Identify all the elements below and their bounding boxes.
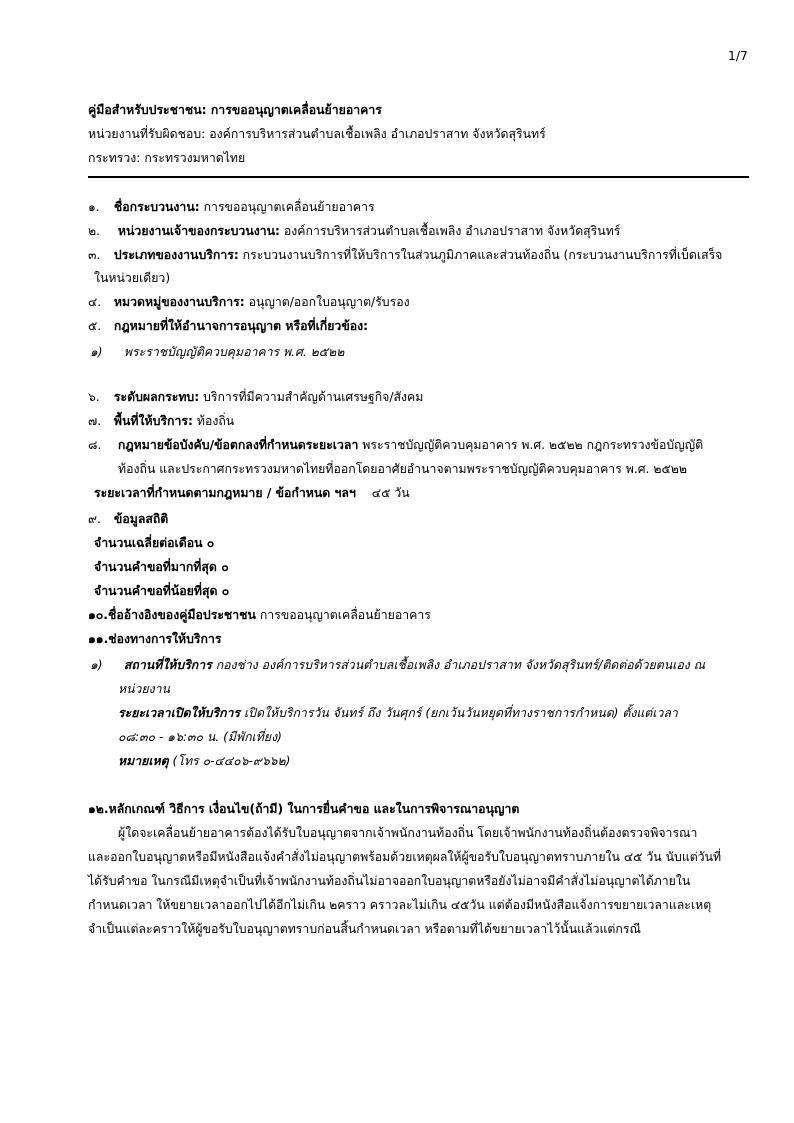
item-label: ระดับผลกระทบ: bbox=[113, 390, 200, 404]
item-value: บริการที่มีความสำคัญด้านเศรษฐกิจ/สังคม bbox=[203, 390, 424, 404]
stat-average: จำนวนเฉลี่ยต่อเดือน ๐ bbox=[94, 536, 215, 550]
item-10 bbox=[88, 605, 431, 625]
item-3-continuation: ในหน่วยเดียว) bbox=[94, 271, 171, 285]
criteria-line: ผู้ใดจะเคลื่อนย้ายอาคารต้องได้รับใบอนุญาตจากเจ้าพนักงานท้องถิ่น โดยเจ้าพนักงานท้องถิ่นต้องตรวจพิจารณา bbox=[118, 826, 698, 840]
service-hours bbox=[118, 703, 678, 723]
place-value: กองช่าง องค์การบริหารส่วนตำบลเชื้อเพลิง อำเภอปราสาท จังหวัดสุรินทร์/ติดต่อด้วยตนเอง ณ bbox=[215, 658, 706, 672]
sub-number: ๑) bbox=[90, 658, 103, 672]
ministry: กระทรวง: กระทรวงมหาดไทย bbox=[88, 151, 246, 165]
criteria-line: ได้รับคำขอ ในกรณีมีเหตุจำเป็นที่เจ้าพนักงานท้องถิ่นไม่อาจออกใบอนุญาตหรือยังไม่อาจมีคำสั่งไม่อนุญาตได้ภายใน bbox=[88, 874, 691, 888]
item-number: ๒. bbox=[88, 224, 101, 238]
item-label: ข้อมูลสถิติ bbox=[113, 512, 169, 526]
time-label: ระยะเวลาเปิดให้บริการ bbox=[118, 706, 241, 720]
item-3 bbox=[88, 245, 722, 265]
item-value: พระราชบัญญัติควบคุมอาคาร พ.ศ. ๒๕๒๒ กฎกระทรวงข้อบัญญัติ bbox=[362, 438, 704, 452]
item-label: หลักเกณฑ์ วิธีการ เงื่อนไข(ถ้ามี) ในการยื่นคำขอ และในการพิจารณาอนุญาต bbox=[108, 802, 520, 816]
item-number: ๖. bbox=[88, 390, 100, 404]
note-value: (โทร ๐-๔๔๐๖-๙๖๖๒) bbox=[172, 754, 291, 768]
period-label: ระยะเวลาที่กำหนดตามกฎหมาย / ข้อกำหนด ฯลฯ bbox=[94, 486, 356, 500]
item-5 bbox=[88, 316, 368, 336]
service-hours-continuation: ๐๘:๓๐ - ๑๖:๓๐ น. (มีพักเที่ยง) bbox=[118, 730, 282, 744]
item-number: ๑๐. bbox=[88, 608, 108, 622]
service-place-continuation: หน่วยงาน bbox=[118, 682, 170, 696]
item-number: ๗. bbox=[88, 414, 102, 428]
stat-min: จำนวนคำขอที่น้อยที่สุด ๐ bbox=[94, 584, 230, 598]
item-8-period bbox=[94, 483, 410, 503]
item-label: หน่วยงานเจ้าของกระบวนงาน: bbox=[117, 224, 280, 238]
note-label: หมายเหตุ bbox=[118, 754, 169, 768]
criteria-line: จำเป็นแต่ละคราวให้ผู้ขอรับใบอนุญาตทราบก่อนสิ้นกำหนดเวลา หรือตามที่ได้ขยายเวลาไว้นั้นแล้วแต่กรณี bbox=[88, 922, 641, 936]
item-9 bbox=[88, 509, 168, 529]
item-value: อนุญาต/ออกใบอนุญาต/รับรอง bbox=[248, 295, 410, 309]
item-number: ๓. bbox=[88, 248, 101, 262]
item-label: หมวดหมู่ของงานบริการ: bbox=[113, 295, 245, 309]
item-value: การขออนุญาตเคลื่อนย้ายอาคาร bbox=[259, 608, 431, 622]
item-4 bbox=[88, 292, 410, 312]
item-number: ๑๒. bbox=[88, 802, 109, 816]
sub-number: ๑) bbox=[90, 345, 103, 359]
item-label: ช่องทางการให้บริการ bbox=[108, 632, 222, 646]
service-place bbox=[88, 655, 705, 675]
item-number: ๑๑. bbox=[88, 632, 109, 646]
item-11 bbox=[88, 629, 221, 649]
item-6 bbox=[88, 387, 423, 407]
item-label: พื้นที่ให้บริการ: bbox=[113, 414, 193, 428]
document-title: คู่มือสำหรับประชาชน: การขออนุญาตเคลื่อนย้ายอาคาร bbox=[88, 103, 382, 117]
item-value: การขออนุญาตเคลื่อนย้ายอาคาร bbox=[203, 200, 375, 214]
item-value: กระบวนงานบริการที่ให้บริการในส่วนภูมิภาคและส่วนท้องถิ่น (กระบวนงานบริการที่เบ็ดเสร็จ bbox=[242, 248, 723, 262]
item-label: กฎหมายที่ให้อำนาจการอนุญาต หรือที่เกี่ยวข้อง: bbox=[113, 319, 369, 333]
period-value: ๔๕ วัน bbox=[371, 486, 410, 500]
item-label: ชื่ออ้างอิงของคู่มือประชาชน bbox=[107, 608, 256, 622]
item-label: ชื่อกระบวนงาน: bbox=[113, 200, 200, 214]
time-value: เปิดให้บริการวัน จันทร์ ถึง วันศุกร์ (ยกเว้นวันหยุดที่ทางราชการกำหนด) ตั้งแต่เวลา bbox=[243, 706, 678, 720]
item-2 bbox=[88, 221, 620, 241]
item-1 bbox=[88, 197, 375, 217]
item-5-law bbox=[88, 342, 344, 362]
item-label: ประเภทของงานบริการ: bbox=[113, 248, 239, 262]
page-number: 1/7 bbox=[728, 49, 748, 63]
item-label: กฎหมายข้อบังคับ/ข้อตกลงที่กำหนดระยะเวลา bbox=[117, 438, 359, 452]
item-number: ๙. bbox=[88, 512, 101, 526]
item-number: ๔. bbox=[88, 295, 102, 309]
item-8 bbox=[88, 435, 703, 455]
item-number: ๕. bbox=[88, 319, 102, 333]
criteria-line: และออกใบอนุญาตหรือมีหนังสือแจ้งคำสั่งไม่อนุญาตพร้อมด้วยเหตุผลให้ผู้ขอรับใบอนุญาตทราบภายใน ๔๕ วัน นับแต่วันที่ bbox=[88, 850, 722, 864]
law-name: พระราชบัญญัติควบคุมอาคาร พ.ศ. ๒๕๒๒ bbox=[123, 345, 345, 359]
service-note bbox=[118, 751, 290, 771]
criteria-line: กำหนดเวลา ให้ขยายเวลาออกไปได้อีกไม่เกิน ๒คราว คราวละไม่เกิน ๔๕วัน แต่ต้องมีหนังสือแจ้งการขยายเวลาและเหตุ bbox=[88, 898, 712, 912]
responsible-agency: หน่วยงานที่รับผิดชอบ: องค์การบริหารส่วนตำบลเชื้อเพลิง อำเภอปราสาท จังหวัดสุรินทร์ bbox=[88, 127, 546, 141]
item-value: ท้องถิ่น bbox=[196, 414, 235, 428]
item-12 bbox=[88, 799, 519, 819]
item-value: องค์การบริหารส่วนตำบลเชื้อเพลิง อำเภอปราสาท จังหวัดสุรินทร์ bbox=[283, 224, 621, 238]
header-divider bbox=[88, 176, 749, 178]
place-label: สถานที่ให้บริการ bbox=[123, 658, 212, 672]
item-8-continuation: ท้องถิ่น และประกาศกระทรวงมหาดไทยที่ออกโดยอาศัยอำนาจตามพระราชบัญญัติควบคุมอาคาร พ.ศ. ๒๕๒๒ bbox=[118, 462, 687, 476]
item-7 bbox=[88, 411, 234, 431]
item-number: ๑. bbox=[88, 200, 100, 214]
item-number: ๘. bbox=[88, 438, 102, 452]
stat-max: จำนวนคำขอที่มากที่สุด ๐ bbox=[94, 560, 229, 574]
